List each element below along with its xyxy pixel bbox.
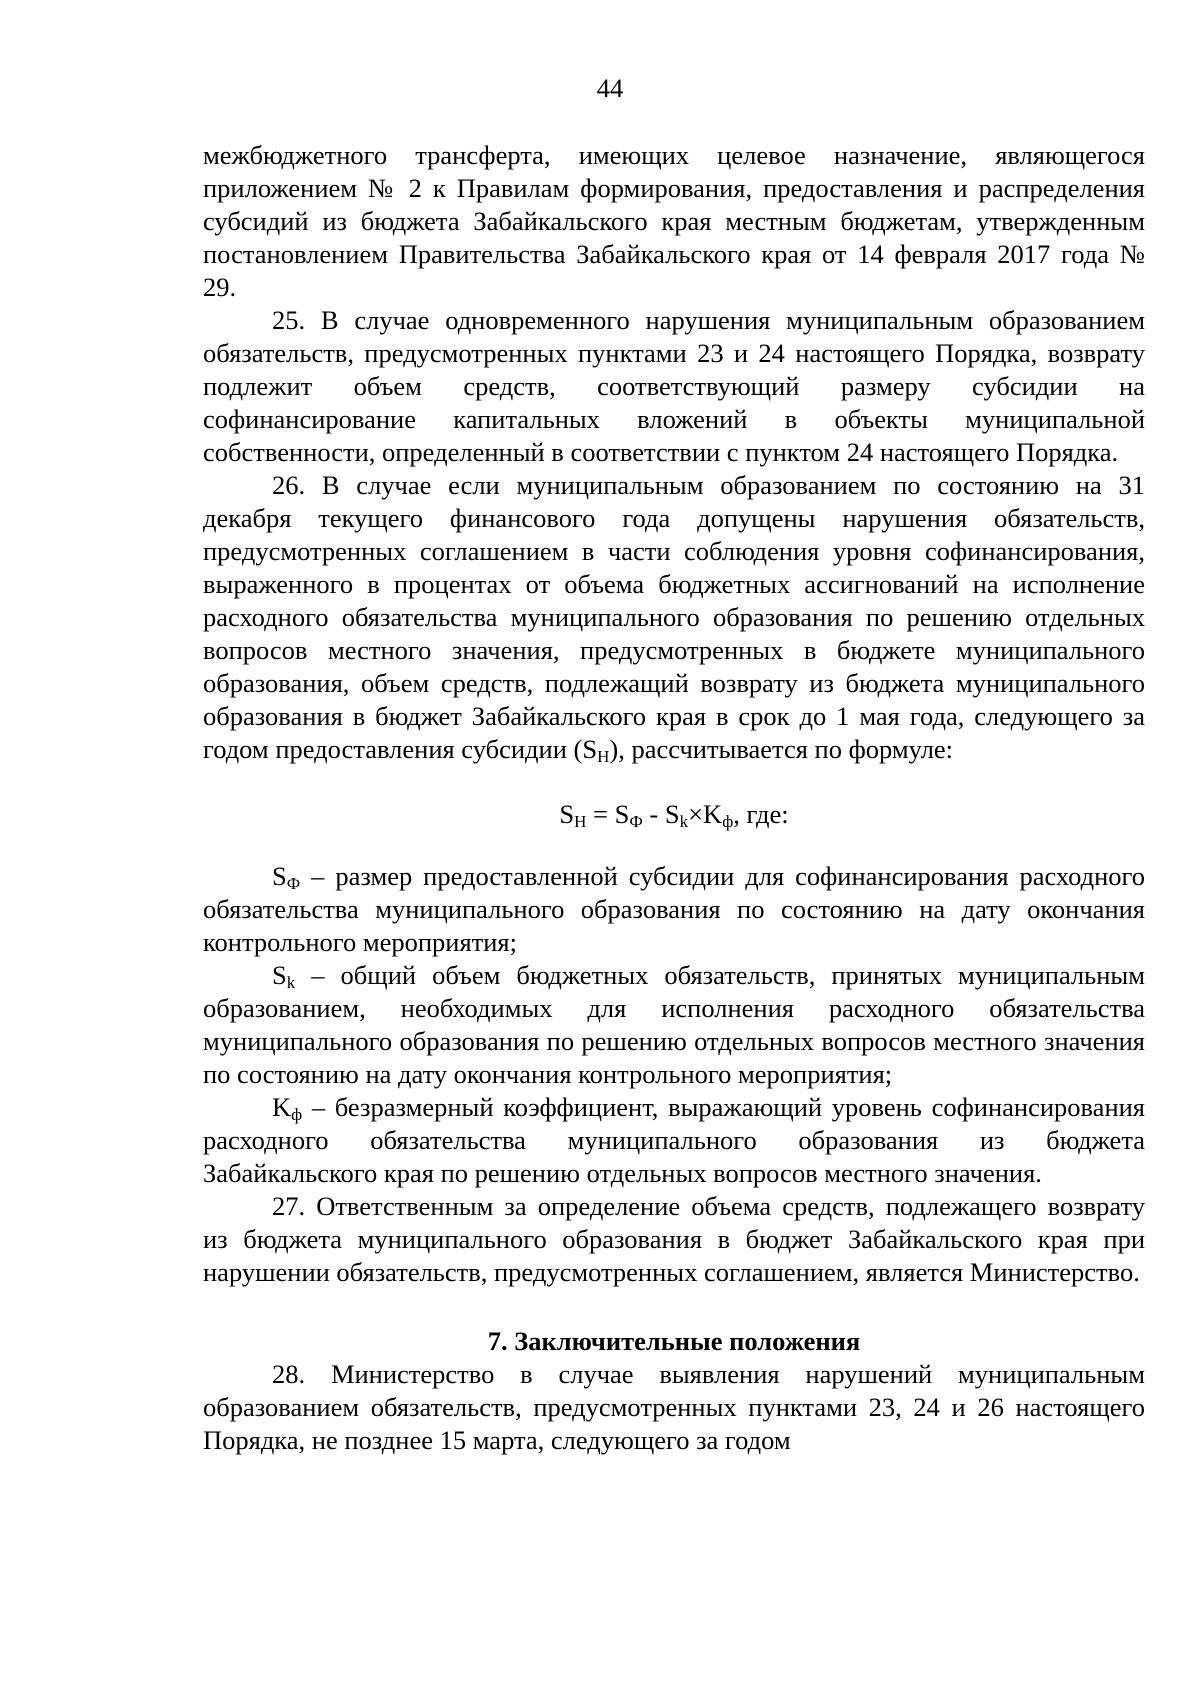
paragraph-26-tail: ), рассчитывается по формуле: (609, 734, 954, 764)
section-heading: 7. Заключительные положения (487, 1326, 861, 1356)
paragraph-28: 28. Министерство в случае выявления нарушений муниципальным образованием обязательств, предусмотренных пунктами 23, 24 и 26 настоящего Порядка, не позднее 15 марта, следующего за годом (203, 1359, 1145, 1455)
formula-sub: Ф (629, 812, 643, 831)
definition-sf (203, 860, 1145, 959)
definition-sub: ф (291, 1105, 303, 1124)
formula-tail: , где: (733, 799, 789, 829)
formula-sub: Н (574, 812, 587, 831)
definition-kf (203, 1091, 1145, 1190)
page-number: 44 (596, 73, 624, 103)
paragraph-26-text: 26. В случае если муниципальным образованием по состоянию на 31 декабря текущего финансового года допущены нарушения обязательств, предусмотренных соглашением в части соблюдения уровня софинансирования, выраженного в процентах от объема бюджетных ассигнований на исполнение расходного обязательства муниципального образования по решению отдельных вопросов местного значения, предусмотренных в бюджете муниципального образования, объем средств, подлежащий возврату из бюджета муниципального образования в бюджет Забайкальского края в срок до 1 мая года, следующего за годом предоставления субсидии (S (203, 470, 1145, 764)
definition-text: – безразмерный коэффициент, выражающий уровень софинансирования расходного обязательства муниципального образования из бюджета Забайкальского края по решению отдельных вопросов местного значения. (203, 1092, 1145, 1188)
paragraph-27: 27. Ответственным за определение объема средств, подлежащего возврату из бюджета муниципального образования в бюджет Забайкальского края при нарушении обязательств, предусмотренных соглашением, является Министерство. (203, 1191, 1145, 1287)
definition-text: – общий объем бюджетных обязательств, принятых муниципальным образованием, необходимых для исполнения расходного обязательства муниципального образования по решению отдельных вопросов местного значения по состоянию на дату окончания контрольного мероприятия; (203, 960, 1145, 1089)
formula-symbol: - S (642, 799, 680, 829)
formula-symbol: S (559, 799, 575, 829)
formula-sub: k (679, 812, 689, 831)
definition-symbol: S (272, 960, 287, 990)
subscript-n: Н (597, 747, 610, 766)
definition-sub: k (286, 973, 296, 992)
paragraph-26 (203, 469, 1145, 766)
definition-text: – размер предоставленной субсидии для софинансирования расходного обязательства муниципального образования по состоянию на дату окончания контрольного мероприятия; (203, 861, 1145, 957)
definition-symbol: K (272, 1092, 292, 1122)
formula-sub: ф (722, 812, 734, 831)
definition-symbol: S (272, 861, 287, 891)
paragraph-25: 25. В случае одновременного нарушения муниципальным образованием обязательств, предусмотренных пунктами 23 и 24 настоящего Порядка, возврату подлежит объем средств, соответствующий размеру субсидии на софинансирование капитальных вложений в объекты муниципальной собственности, определенный в соответствии с пунктом 24 настоящего Порядка. (203, 305, 1145, 467)
paragraph-continuation: межбюджетного трансферта, имеющих целевое назначение, являющегося приложением № 2 к Правилам формирования, предоставления и распределения субсидий из бюджета Забайкальского края местным бюджетам, утвержденным постановлением Правительства Забайкальского края от 14 февраля 2017 года № 29. (203, 140, 1145, 302)
formula-symbol: ×K (688, 799, 723, 829)
definition-sub: Ф (286, 874, 301, 893)
formula (203, 798, 1145, 831)
document-body (203, 139, 1145, 1457)
definition-sk (203, 959, 1145, 1091)
formula-symbol: = S (586, 799, 630, 829)
